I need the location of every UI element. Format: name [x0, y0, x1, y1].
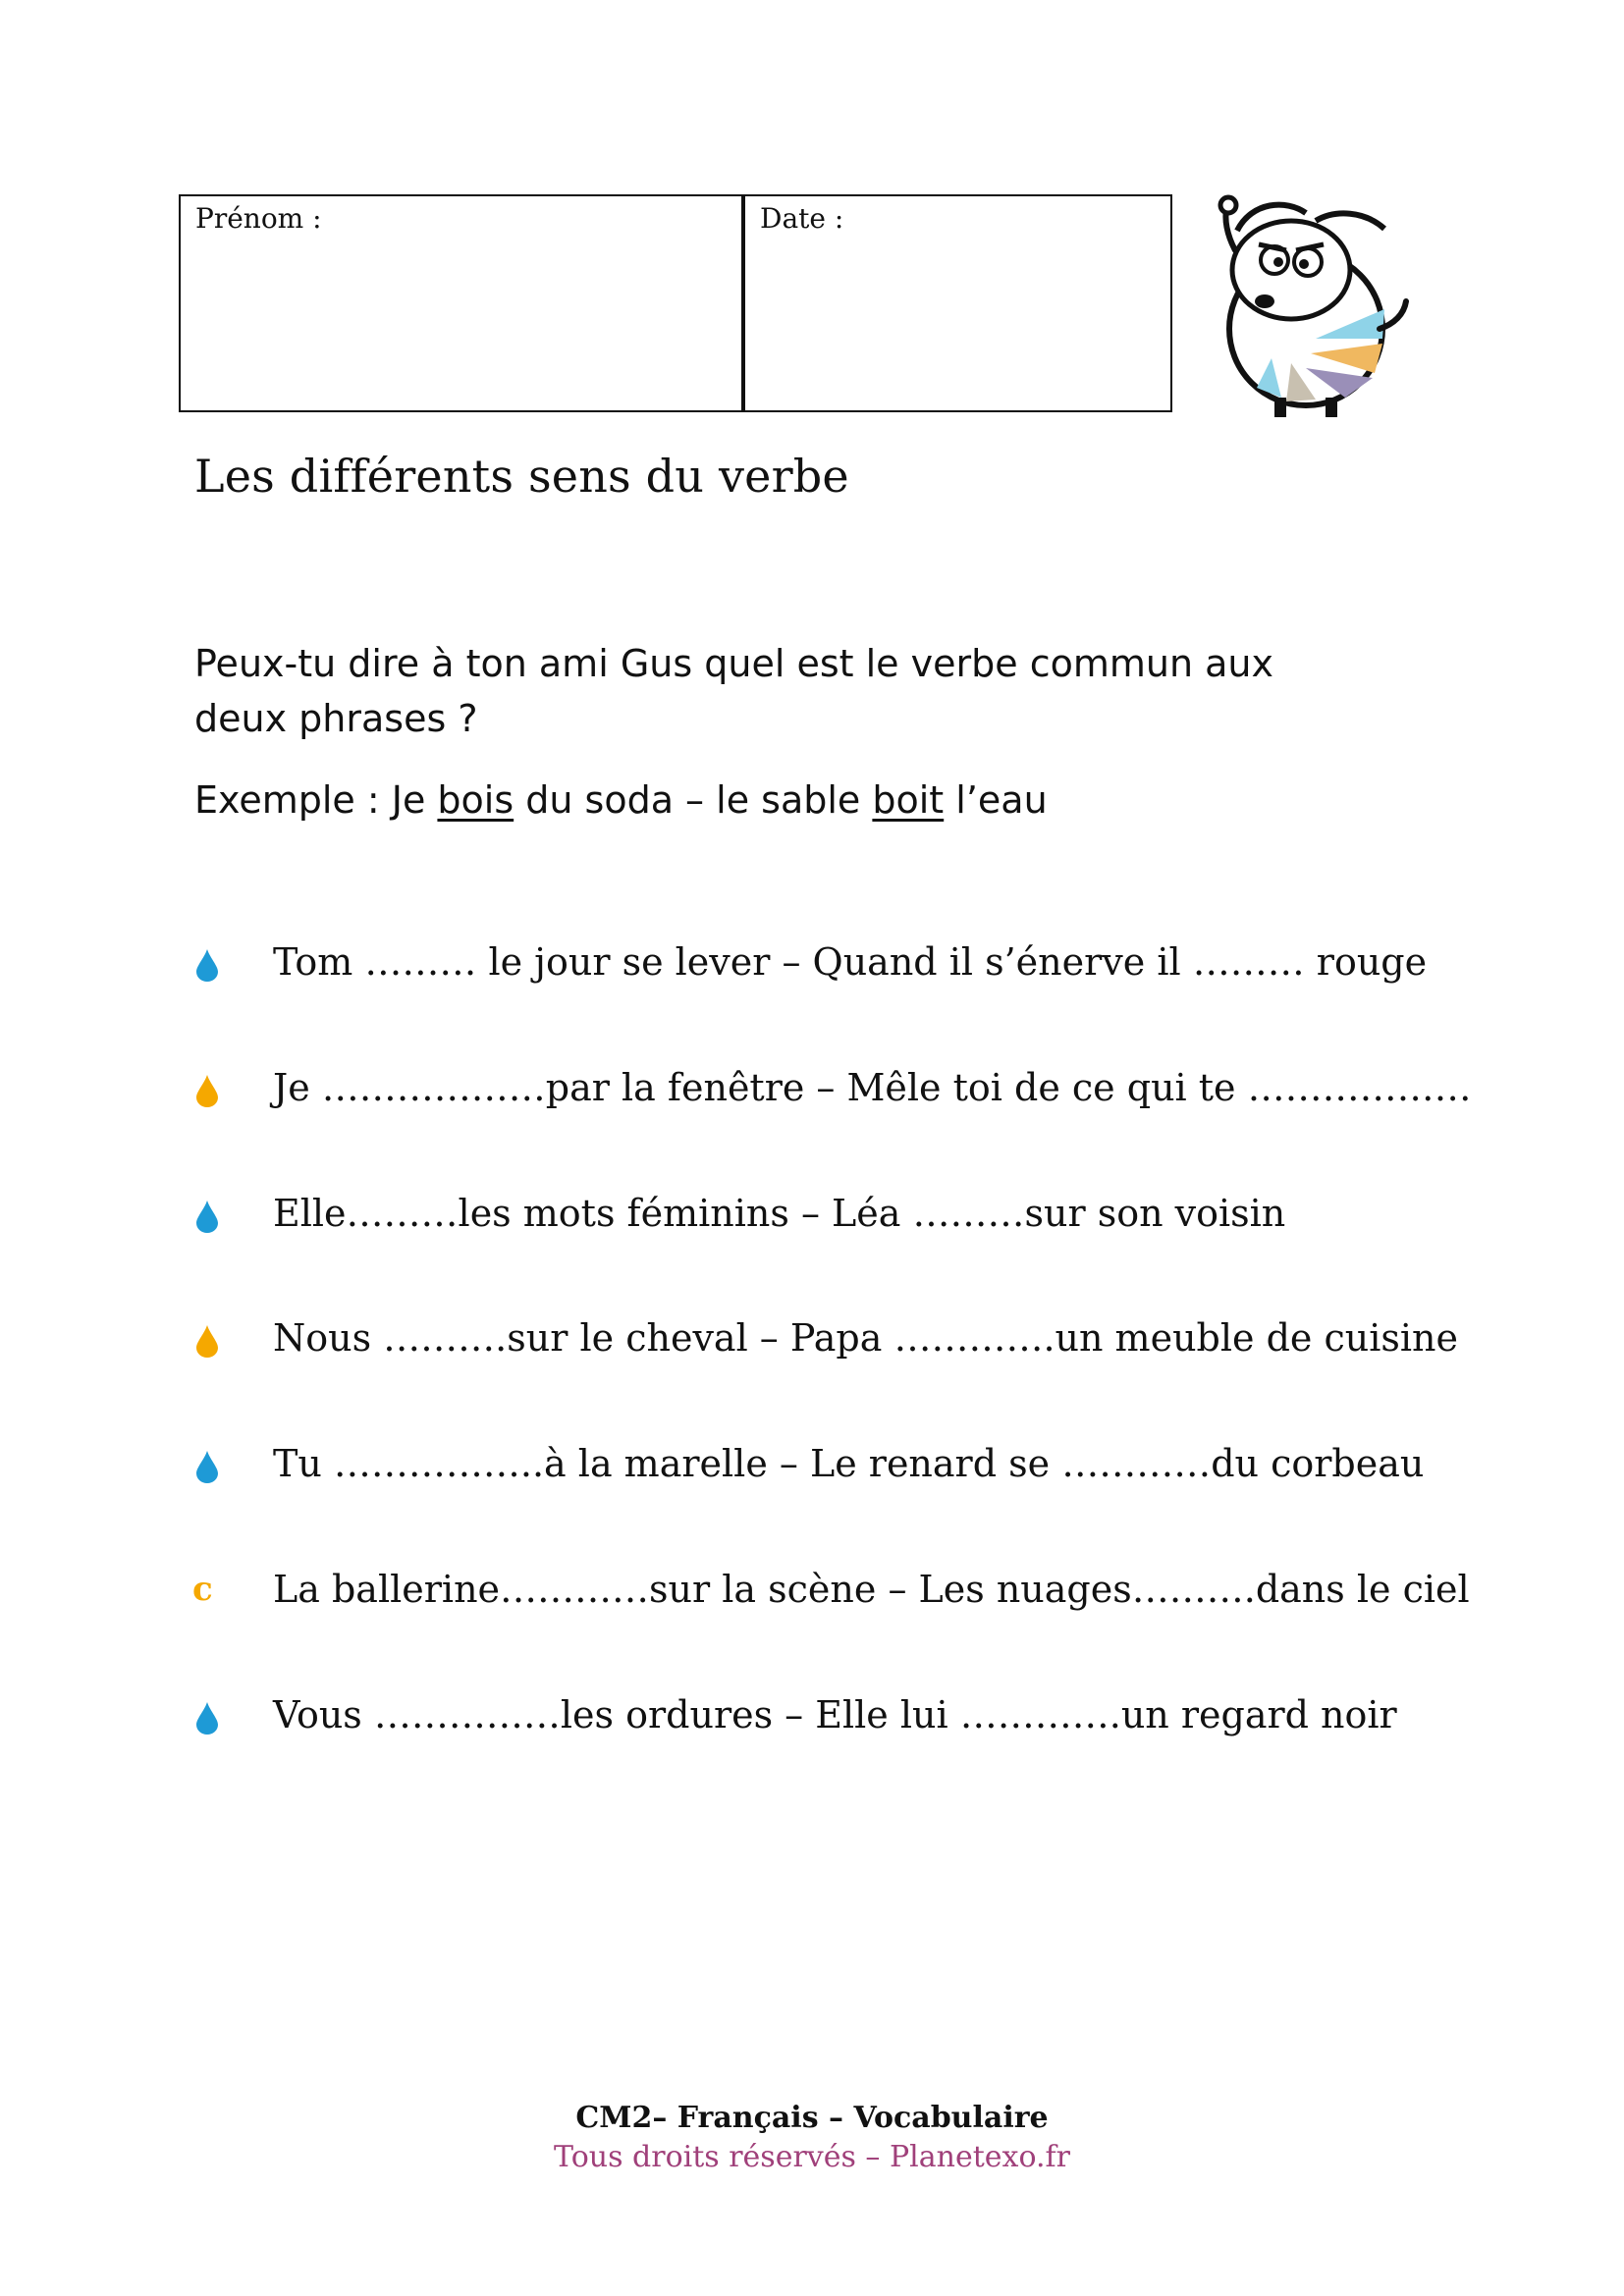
name-label: Prénom : — [195, 202, 322, 235]
name-field-box[interactable] — [179, 194, 743, 412]
drop-shape — [196, 1075, 218, 1107]
drop-shape — [196, 1201, 218, 1233]
example-prefix: Exemple : Je — [194, 778, 438, 822]
date-field-box[interactable] — [743, 194, 1172, 412]
water-drop-icon — [194, 1074, 220, 1107]
instruction-question: Peux-tu dire à ton ami Gus quel est le verbe commun aux deux phrases ? — [194, 642, 1273, 740]
exercise-sentence: Je ………………par la fenêtre – Mêle toi de ce qui te ……………… — [273, 1066, 1472, 1109]
example-suffix: l’eau — [944, 778, 1048, 822]
exercise-item — [194, 1192, 1471, 1251]
example-word-1: bois — [437, 778, 514, 822]
example-word-2: boit — [872, 778, 945, 822]
footer-rights-link[interactable]: Tous droits réservés – Planetexo.fr — [554, 2140, 1070, 2174]
water-drop-icon — [194, 1701, 220, 1735]
exercise-sentence: La ballerine…………sur la scène – Les nuages……….dans le ciel — [273, 1568, 1470, 1611]
exercise-sentence: Vous ……………les ordures – Elle lui ………….un regard noir — [273, 1693, 1397, 1736]
water-drop-icon — [194, 1324, 220, 1358]
instruction-example — [194, 778, 1048, 822]
exercise-item — [194, 1568, 1471, 1627]
drop-shape — [196, 1325, 218, 1358]
drop-shape — [196, 1451, 218, 1483]
mascot-sheep-icon — [1198, 191, 1414, 419]
drop-shape — [196, 949, 218, 982]
footer-subject: CM2– Français – Vocabulaire — [575, 2101, 1049, 2135]
exercise-item — [194, 940, 1471, 999]
water-drop-icon — [194, 1450, 220, 1483]
exercise-sentence: Tu ……………..à la marelle – Le renard se …………du corbeau — [273, 1442, 1425, 1485]
exercise-item — [194, 1316, 1471, 1375]
date-label: Date : — [760, 202, 844, 235]
example-middle: du soda – le sable — [514, 778, 873, 822]
exercise-sentence: Nous ……….sur le cheval – Papa ………….un meuble de cuisine — [273, 1316, 1459, 1360]
water-drop-icon — [194, 948, 220, 982]
exercise-item — [194, 1442, 1471, 1501]
water-drop-icon — [194, 1200, 220, 1233]
exercise-sentence: Tom ……… le jour se lever – Quand il s’énerve il ……… rouge — [273, 940, 1428, 984]
bullet-letter: c — [192, 1570, 213, 1609]
drop-shape — [196, 1702, 218, 1735]
exercise-item — [194, 1693, 1471, 1752]
page-title: Les différents sens du verbe — [194, 450, 849, 503]
exercise-item — [194, 1066, 1471, 1125]
exercise-sentence: Elle………les mots féminins – Léa ………sur son voisin — [273, 1192, 1286, 1235]
